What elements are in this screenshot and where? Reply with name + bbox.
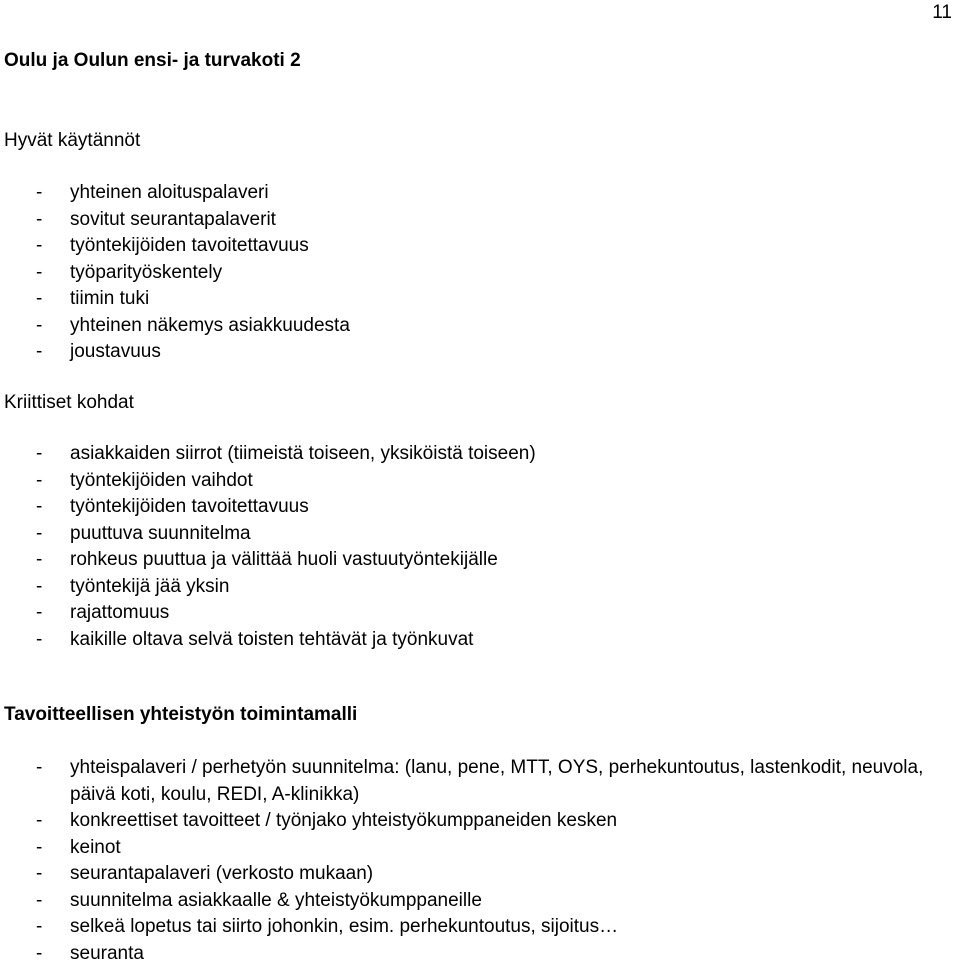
list-item-text: työntekijöiden tavoitettavuus xyxy=(70,235,309,256)
list-item xyxy=(0,521,940,548)
page-number: 11 xyxy=(932,0,952,27)
list-item xyxy=(0,941,940,967)
list-item-text: rohkeus puuttua ja välittää huoli vastuutyöntekijälle xyxy=(70,549,498,570)
list-bullet-dash: - xyxy=(36,286,42,313)
list-item-text: työntekijöiden vaihdot xyxy=(70,470,253,491)
list-item-text: suunnitelma asiakkaalle & yhteistyökumppaneille xyxy=(70,890,482,911)
list-bullet-dash: - xyxy=(36,888,42,915)
list-item xyxy=(0,180,940,207)
list-item xyxy=(0,574,940,601)
list-bullet-dash: - xyxy=(36,207,42,234)
list-bullet-dash: - xyxy=(36,755,42,782)
list-bullet-dash: - xyxy=(36,521,42,548)
list-item-text: keinot xyxy=(70,837,121,858)
list-item xyxy=(0,468,940,495)
list-item-text: työntekijä jää yksin xyxy=(70,576,229,597)
list-bullet-dash: - xyxy=(36,627,42,654)
list-bullet-dash: - xyxy=(36,808,42,835)
list-item-text: konkreettiset tavoitteet / työnjako yhteistyökumppaneiden kesken xyxy=(70,810,617,831)
critical-points-list xyxy=(0,441,940,653)
list-item xyxy=(0,547,940,574)
good-practices-heading: Hyvät käytännöt xyxy=(4,128,140,155)
list-item xyxy=(0,914,940,941)
list-item xyxy=(0,600,940,627)
good-practices-list xyxy=(0,180,940,366)
list-item xyxy=(0,627,940,654)
list-item xyxy=(0,313,940,340)
list-bullet-dash: - xyxy=(36,441,42,468)
list-item xyxy=(0,755,940,808)
list-item xyxy=(0,861,940,888)
list-item-text: yhteinen näkemys asiakkuudesta xyxy=(70,315,350,336)
list-item xyxy=(0,888,940,915)
list-item-text: selkeä lopetus tai siirto johonkin, esim. perhekuntoutus, sijoitus… xyxy=(70,916,618,937)
list-item xyxy=(0,207,940,234)
list-item xyxy=(0,260,940,287)
list-item-text: yhteispalaveri / perhetyön suunnitelma: (lanu, pene, MTT, OYS, perhekuntoutus, lastenkodit, neuvola, päivä koti, koulu, REDI, A-klinikka) xyxy=(70,757,923,805)
list-bullet-dash: - xyxy=(36,494,42,521)
page-title: Oulu ja Oulun ensi- ja turvakoti 2 xyxy=(4,48,301,75)
list-item-text: tiimin tuki xyxy=(70,288,149,309)
list-item-text: sovitut seurantapalaverit xyxy=(70,209,276,230)
list-bullet-dash: - xyxy=(36,941,42,967)
list-item-text: asiakkaiden siirrot (tiimeistä toiseen, yksiköistä toiseen) xyxy=(70,443,536,464)
list-bullet-dash: - xyxy=(36,835,42,862)
model-heading: Tavoitteellisen yhteistyön toimintamalli xyxy=(4,702,357,729)
list-item xyxy=(0,339,940,366)
list-item-text: työntekijöiden tavoitettavuus xyxy=(70,496,309,517)
critical-points-heading: Kriittiset kohdat xyxy=(4,390,134,417)
list-bullet-dash: - xyxy=(36,313,42,340)
list-bullet-dash: - xyxy=(36,233,42,260)
list-bullet-dash: - xyxy=(36,574,42,601)
list-item-text: kaikille oltava selvä toisten tehtävät ja työnkuvat xyxy=(70,629,473,650)
list-bullet-dash: - xyxy=(36,861,42,888)
list-item-text: puuttuva suunnitelma xyxy=(70,523,251,544)
list-bullet-dash: - xyxy=(36,260,42,287)
list-item xyxy=(0,494,940,521)
list-item xyxy=(0,441,940,468)
list-item xyxy=(0,286,940,313)
list-bullet-dash: - xyxy=(36,180,42,207)
list-item-text: seuranta xyxy=(70,943,144,964)
list-item xyxy=(0,808,940,835)
list-item-text: rajattomuus xyxy=(70,602,169,623)
list-item-text: seurantapalaveri (verkosto mukaan) xyxy=(70,863,373,884)
list-item-text: yhteinen aloituspalaveri xyxy=(70,182,269,203)
list-bullet-dash: - xyxy=(36,339,42,366)
list-bullet-dash: - xyxy=(36,600,42,627)
list-bullet-dash: - xyxy=(36,547,42,574)
list-item xyxy=(0,835,940,862)
list-bullet-dash: - xyxy=(36,468,42,495)
list-item-text: joustavuus xyxy=(70,341,161,362)
list-item xyxy=(0,233,940,260)
model-list xyxy=(0,755,940,967)
list-bullet-dash: - xyxy=(36,914,42,941)
list-item-text: työparityöskentely xyxy=(70,262,222,283)
